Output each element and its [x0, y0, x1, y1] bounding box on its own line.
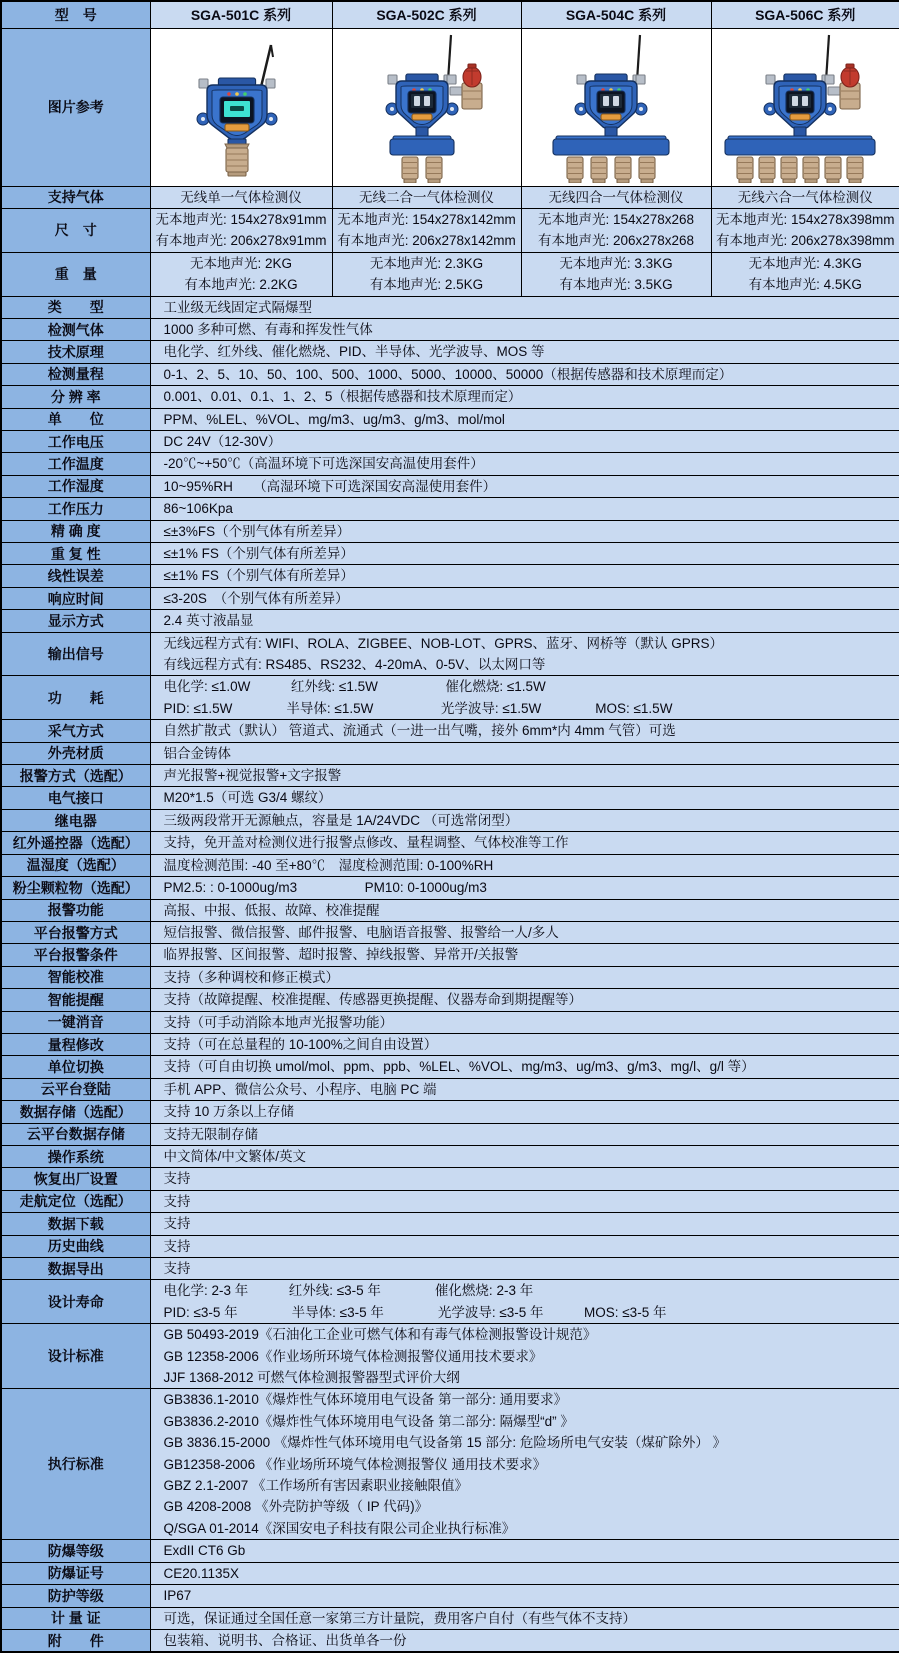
spec-line: 支持无限制存储 — [164, 1124, 899, 1145]
row-label-dimensions: 尺 寸 — [1, 208, 150, 252]
row-dust — [1, 877, 899, 899]
row-repeatability — [1, 543, 899, 565]
spec-line: CE20.1135X — [164, 1563, 899, 1584]
row-label-cloud-login: 云平台登陆 — [1, 1078, 150, 1100]
spec-cell — [711, 186, 899, 208]
row-resolution — [1, 386, 899, 408]
spec-cell — [150, 252, 332, 296]
row-voltage — [1, 430, 899, 452]
row-unit — [1, 408, 899, 430]
row-label-accessories: 附 件 — [1, 1629, 150, 1652]
row-response-time — [1, 587, 899, 609]
row-nav-location — [1, 1190, 899, 1212]
row-label-alarm-mode: 报警方式（选配） — [1, 765, 150, 787]
row-label-weight: 重 量 — [1, 252, 150, 296]
spec-line: 工业级无线固定式隔爆型 — [164, 297, 899, 318]
spec-value-mute — [150, 1011, 899, 1033]
spec-line: 三级两段常开无源触点，容量是 1A/24VDC （可选常闭型） — [164, 810, 899, 831]
row-platform-alarm-cond — [1, 944, 899, 966]
row-platform-alarm-mode — [1, 921, 899, 943]
spec-value-relay — [150, 809, 899, 831]
row-detect-gas — [1, 318, 899, 340]
spec-line: 2.4 英寸液晶显 — [164, 610, 899, 631]
row-label-data-download: 数据下载 — [1, 1213, 150, 1235]
row-label-factory-reset: 恢复出厂设置 — [1, 1168, 150, 1190]
row-label-relay: 继电器 — [1, 809, 150, 831]
spec-value-type — [150, 296, 899, 318]
gas-detector-illustration — [151, 31, 333, 183]
row-label-dust: 粉尘颗粒物（选配） — [1, 877, 150, 899]
spec-line: 支持 — [164, 1258, 899, 1279]
spec-value-principle — [150, 341, 899, 363]
spec-line: 0-1、2、5、10、50、100、500、1000、5000、10000、50000（根据传感器和技术原理而定） — [164, 364, 899, 385]
row-label-principle: 技术原理 — [1, 341, 150, 363]
row-housing — [1, 742, 899, 764]
row-accuracy — [1, 520, 899, 542]
row-output-signal — [1, 632, 899, 676]
row-label-cloud-storage: 云平台数据存储 — [1, 1123, 150, 1145]
spec-value-platform-alarm-mode — [150, 921, 899, 943]
row-alarm-mode — [1, 765, 899, 787]
gas-detector-illustration — [523, 31, 709, 183]
spec-line: ≤±3%FS（个别气体有所差异） — [164, 521, 899, 542]
row-accessories — [1, 1629, 899, 1652]
row-design-std — [1, 1324, 899, 1389]
spec-line: JJF 1368-2012 可燃气体检测报警器型式评价大纲 — [164, 1367, 899, 1388]
spec-line: 温度检测范围: -40 至+80℃ 湿度检测范围: 0-100%RH — [164, 855, 899, 876]
spec-line: 无本地声光: 2KG — [151, 253, 332, 274]
spec-value-range-modify — [150, 1033, 899, 1055]
row-label-design-std: 设计标准 — [1, 1324, 150, 1389]
spec-line: 高报、中报、低报、故障、校准提醒 — [164, 900, 899, 921]
row-label-linearity: 线性误差 — [1, 565, 150, 587]
spec-line: ≤±1% FS（个别气体有所差异） — [164, 543, 899, 564]
row-supported-gas — [1, 186, 899, 208]
spec-value-resolution — [150, 386, 899, 408]
device-image-sga-502c — [332, 28, 521, 186]
row-work-temp — [1, 453, 899, 475]
spec-value-cloud-storage — [150, 1123, 899, 1145]
header-model-sga-501c: SGA-501C 系列 — [150, 1, 332, 28]
row-label-detect-gas: 检测气体 — [1, 318, 150, 340]
row-temp-humidity — [1, 854, 899, 876]
spec-line: 支持，免开盖对检测仪进行报警点修改、量程调整、气体校准等工作 — [164, 832, 899, 853]
row-label-design-life: 设计寿命 — [1, 1280, 150, 1324]
spec-cell — [521, 208, 711, 252]
spec-line: 临界报警、区间报警、超时报警、掉线报警、异常开/关报警 — [164, 944, 899, 965]
row-principle — [1, 341, 899, 363]
spec-line: 无本地声光: 3.3KG — [522, 253, 711, 274]
row-label-unit-switch: 单位切换 — [1, 1056, 150, 1078]
spec-line: 支持 — [164, 1213, 899, 1234]
row-label-voltage: 工作电压 — [1, 430, 150, 452]
spec-value-platform-alarm-cond — [150, 944, 899, 966]
spec-value-smart-cal — [150, 966, 899, 988]
spec-line: 支持（故障提醒、校准提醒、传感器更换提醒、仪器寿命到期提醒等） — [164, 989, 899, 1010]
row-label-data-export: 数据导出 — [1, 1258, 150, 1280]
row-smart-remind — [1, 989, 899, 1011]
spec-line: GB3836.2-2010《爆炸性气体环境用电气设备 第二部分: 隔爆型“d” 》 — [164, 1411, 899, 1432]
spec-value-sampling — [150, 720, 899, 742]
row-ir-remote — [1, 832, 899, 854]
row-label-electrical-port: 电气接口 — [1, 787, 150, 809]
row-label-mute: 一键消音 — [1, 1011, 150, 1033]
spec-line: 86~106Kpa — [164, 498, 899, 519]
spec-line: ≤±1% FS（个别气体有所差异） — [164, 565, 899, 586]
spec-line: 有本地声光: 2.5KG — [333, 274, 521, 295]
spec-line: -20℃~+50℃（高温环境下可选深国安高温使用套件） — [164, 453, 899, 474]
spec-cell — [332, 186, 521, 208]
row-data-storage — [1, 1101, 899, 1123]
row-label-display: 显示方式 — [1, 610, 150, 632]
spec-line: 声光报警+视觉报警+文字报警 — [164, 765, 899, 786]
spec-line: 有本地声光: 206x278x91mm — [151, 230, 332, 251]
row-ex-grade — [1, 1540, 899, 1562]
spec-value-cloud-login — [150, 1078, 899, 1100]
spec-line: 有本地声光: 206x278x142mm — [333, 230, 521, 251]
row-label-response-time: 响应时间 — [1, 587, 150, 609]
device-image-sga-506c — [711, 28, 899, 186]
row-label-work-humidity: 工作湿度 — [1, 475, 150, 497]
spec-value-voltage — [150, 430, 899, 452]
row-label-type: 类 型 — [1, 296, 150, 318]
spec-line: IP67 — [164, 1585, 899, 1606]
row-display — [1, 610, 899, 632]
spec-line: 无线四合一气体检测仪 — [522, 187, 711, 208]
device-image-sga-504c — [521, 28, 711, 186]
spec-value-ex-cert — [150, 1562, 899, 1584]
spec-line: 0.001、0.01、0.1、1、2、5（根据传感器和技术原理而定） — [164, 386, 899, 407]
spec-value-linearity — [150, 565, 899, 587]
spec-line: Q/SGA 01-2014《深国安电子科技有限公司企业执行标准》 — [164, 1518, 899, 1539]
spec-value-unit — [150, 408, 899, 430]
spec-cell — [332, 208, 521, 252]
spec-value-alarm-mode — [150, 765, 899, 787]
row-cloud-storage — [1, 1123, 899, 1145]
row-label-metering-cert: 计 量 证 — [1, 1607, 150, 1629]
spec-value-work-temp — [150, 453, 899, 475]
row-cloud-login — [1, 1078, 899, 1100]
spec-value-metering-cert — [150, 1607, 899, 1629]
spec-cell — [521, 252, 711, 296]
spec-line: 电化学、红外线、催化燃烧、PID、半导体、光学波导、MOS 等 — [164, 341, 899, 362]
spec-line: 有本地声光: 2.2KG — [151, 274, 332, 295]
header-label: 型 号 — [1, 1, 150, 28]
row-label-os: 操作系统 — [1, 1145, 150, 1167]
row-label-housing: 外壳材质 — [1, 742, 150, 764]
spec-line: 无线二合一气体检测仪 — [333, 187, 521, 208]
row-linearity — [1, 565, 899, 587]
row-work-humidity — [1, 475, 899, 497]
spec-line: 有本地声光: 206x278x268 — [522, 230, 711, 251]
row-label-ir-remote: 红外遥控器（选配） — [1, 832, 150, 854]
spec-value-accessories — [150, 1629, 899, 1652]
row-ex-cert — [1, 1562, 899, 1584]
spec-line: DC 24V（12-30V） — [164, 431, 899, 452]
spec-line: ExdII CT6 Gb — [164, 1540, 899, 1561]
row-label-work-temp: 工作温度 — [1, 453, 150, 475]
spec-line: 支持（可自由切换 umol/mol、ppm、ppb、%LEL、%VOL、mg/m3、ug/m3、g/m3、mg/l、g/l 等） — [164, 1056, 899, 1077]
spec-value-response-time — [150, 587, 899, 609]
row-label-alarm-func: 报警功能 — [1, 899, 150, 921]
row-label-temp-humidity: 温湿度（选配） — [1, 854, 150, 876]
row-history-curve — [1, 1235, 899, 1257]
row-range — [1, 363, 899, 385]
spec-value-work-pressure — [150, 498, 899, 520]
spec-value-range — [150, 363, 899, 385]
spec-value-data-storage — [150, 1101, 899, 1123]
spec-value-smart-remind — [150, 989, 899, 1011]
row-label-repeatability: 重 复 性 — [1, 543, 150, 565]
row-label-data-storage: 数据存储（选配） — [1, 1101, 150, 1123]
spec-line: 10~95%RH （高湿环境下可选深国安高湿使用套件） — [164, 476, 899, 497]
spec-value-unit-switch — [150, 1056, 899, 1078]
spec-line: PPM、%LEL、%VOL、mg/m3、ug/m3、g/m3、mol/mol — [164, 409, 899, 430]
row-label-smart-remind: 智能提醒 — [1, 989, 150, 1011]
spec-line: GB 50493-2019《石油化工企业可燃气体和有毒气体检测报警设计规范》 — [164, 1324, 899, 1345]
spec-value-alarm-func — [150, 899, 899, 921]
row-os — [1, 1145, 899, 1167]
row-label-ex-cert: 防爆证号 — [1, 1562, 150, 1584]
spec-line: 可选，保证通过全国任意一家第三方计量院，费用客户自付（有些气体不支持） — [164, 1608, 899, 1629]
spec-line: 无本地声光: 154x278x398mm — [712, 209, 899, 230]
header-model-sga-504c: SGA-504C 系列 — [521, 1, 711, 28]
row-metering-cert — [1, 1607, 899, 1629]
row-images — [1, 28, 899, 186]
row-label-work-pressure: 工作压力 — [1, 498, 150, 520]
spec-value-housing — [150, 742, 899, 764]
spec-value-os — [150, 1145, 899, 1167]
spec-line: M20*1.5（可选 G3/4 螺纹） — [164, 787, 899, 808]
row-unit-switch — [1, 1056, 899, 1078]
spec-cell — [711, 252, 899, 296]
spec-line: 支持（多种调校和修正模式） — [164, 967, 899, 988]
spec-cell — [711, 208, 899, 252]
spec-line: 支持（可手动消除本地声光报警功能） — [164, 1012, 899, 1033]
spec-line: 无本地声光: 4.3KG — [712, 253, 899, 274]
row-work-pressure — [1, 498, 899, 520]
row-label-nav-location: 走航定位（选配） — [1, 1190, 150, 1212]
spec-cell — [521, 186, 711, 208]
spec-line: 包装箱、说明书、合格证、出货单各一份 — [164, 1630, 899, 1651]
spec-value-ir-remote — [150, 832, 899, 854]
spec-line: GB 4208-2008 《外壳防护等级（ IP 代码)》 — [164, 1496, 899, 1517]
row-label-exec-std: 执行标准 — [1, 1389, 150, 1540]
spec-line: 铝合金铸体 — [164, 743, 899, 764]
spec-line: 有线远程方式有: RS485、RS232、4-20mA、0-5V、以太网口等 — [164, 654, 899, 675]
row-relay — [1, 809, 899, 831]
row-label-resolution: 分 辨 率 — [1, 386, 150, 408]
spec-line: 无本地声光: 154x278x142mm — [333, 209, 521, 230]
device-image-sga-501c — [150, 28, 332, 186]
spec-line: GB3836.1-2010《爆炸性气体环境用电气设备 第一部分: 通用要求》 — [164, 1389, 899, 1410]
row-data-download — [1, 1213, 899, 1235]
spec-value-repeatability — [150, 543, 899, 565]
header-model-sga-502c: SGA-502C 系列 — [332, 1, 521, 28]
spec-cell — [150, 186, 332, 208]
row-label-images: 图片参考 — [1, 28, 150, 186]
spec-line: 自然扩散式（默认） 管道式、流通式（一进一出气嘴，接外 6mm*内 4mm 气管）可选 — [164, 720, 899, 741]
spec-value-nav-location — [150, 1190, 899, 1212]
row-label-supported-gas: 支持气体 — [1, 186, 150, 208]
spec-line: PM2.5: : 0-1000ug/m3 PM10: 0-1000ug/m3 — [164, 877, 899, 898]
spec-line: 支持 10 万条以上存储 — [164, 1101, 899, 1122]
spec-line: 支持 — [164, 1191, 899, 1212]
row-label-sampling: 采气方式 — [1, 720, 150, 742]
row-label-history-curve: 历史曲线 — [1, 1235, 150, 1257]
spec-value-work-humidity — [150, 475, 899, 497]
spec-value-design-life — [150, 1280, 899, 1324]
row-label-smart-cal: 智能校准 — [1, 966, 150, 988]
spec-line: 无本地声光: 154x278x91mm — [151, 209, 332, 230]
spec-line: 无本地声光: 2.3KG — [333, 253, 521, 274]
row-alarm-func — [1, 899, 899, 921]
row-label-platform-alarm-cond: 平台报警条件 — [1, 944, 150, 966]
spec-value-data-export — [150, 1258, 899, 1280]
spec-line: GB 3836.15-2000 《爆炸性气体环境用电气设备第 15 部分: 危险场所电气安装（煤矿除外） 》 — [164, 1432, 899, 1453]
spec-line: 无线远程方式有: WIFI、ROLA、ZIGBEE、NOB-LOT、GPRS、蓝牙、网桥等（默认 GPRS） — [164, 633, 899, 654]
row-label-accuracy: 精 确 度 — [1, 520, 150, 542]
row-label-ex-grade: 防爆等级 — [1, 1540, 150, 1562]
spec-value-accuracy — [150, 520, 899, 542]
spec-line: 手机 APP、微信公众号、小程序、电脑 PC 端 — [164, 1079, 899, 1100]
row-exec-std — [1, 1389, 899, 1540]
spec-value-temp-humidity — [150, 854, 899, 876]
row-label-platform-alarm-mode: 平台报警方式 — [1, 921, 150, 943]
row-label-power: 功 耗 — [1, 676, 150, 720]
spec-line: 电化学: ≤1.0W 红外线: ≤1.5W 催化燃烧: ≤1.5W — [164, 676, 899, 697]
spec-line: 支持 — [164, 1168, 899, 1189]
spec-value-power — [150, 676, 899, 720]
spec-line: 中文简体/中文繁体/英文 — [164, 1146, 899, 1167]
row-label-range-modify: 量程修改 — [1, 1033, 150, 1055]
row-electrical-port — [1, 787, 899, 809]
gas-detector-illustration — [334, 31, 520, 183]
spec-value-detect-gas — [150, 318, 899, 340]
row-label-output-signal: 输出信号 — [1, 632, 150, 676]
spec-line: GB 12358-2006《作业场所环境气体检测报警仪通用技术要求》 — [164, 1346, 899, 1367]
spec-line: 有本地声光: 4.5KG — [712, 274, 899, 295]
spec-line: 有本地声光: 3.5KG — [522, 274, 711, 295]
spec-cell — [150, 208, 332, 252]
spec-value-output-signal — [150, 632, 899, 676]
row-label-range: 检测量程 — [1, 363, 150, 385]
row-smart-cal — [1, 966, 899, 988]
spec-line: ≤3-20S （个别气体有所差异） — [164, 588, 899, 609]
row-label-unit: 单 位 — [1, 408, 150, 430]
spec-cell — [332, 252, 521, 296]
spec-line: 支持 — [164, 1236, 899, 1257]
spec-line: 短信报警、微信报警、邮件报警、电脑语音报警、报警给一人/多人 — [164, 922, 899, 943]
header-row — [1, 1, 899, 28]
spec-line: PID: ≤3-5 年 半导体: ≤3-5 年 光学波导: ≤3-5 年 MOS: ≤3-5 年 — [164, 1302, 899, 1323]
row-type — [1, 296, 899, 318]
spec-line: 无线单一气体检测仪 — [151, 187, 332, 208]
spec-value-display — [150, 610, 899, 632]
header-model-sga-506c: SGA-506C 系列 — [711, 1, 899, 28]
row-mute — [1, 1011, 899, 1033]
spec-line: 无线六合一气体检测仪 — [712, 187, 899, 208]
spec-line: 无本地声光: 154x278x268 — [522, 209, 711, 230]
row-weight — [1, 252, 899, 296]
spec-value-history-curve — [150, 1235, 899, 1257]
spec-value-design-std — [150, 1324, 899, 1389]
row-power — [1, 676, 899, 720]
spec-line: GB12358-2006 《作业场所环境气体检测报警仪 通用技术要求》 — [164, 1454, 899, 1475]
spec-line: PID: ≤1.5W 半导体: ≤1.5W 光学波导: ≤1.5W MOS: ≤1.5W — [164, 698, 899, 719]
spec-value-electrical-port — [150, 787, 899, 809]
row-label-ip-grade: 防护等级 — [1, 1585, 150, 1607]
row-range-modify — [1, 1033, 899, 1055]
spec-value-ex-grade — [150, 1540, 899, 1562]
row-sampling — [1, 720, 899, 742]
spec-value-exec-std — [150, 1389, 899, 1540]
row-dimensions — [1, 208, 899, 252]
spec-value-factory-reset — [150, 1168, 899, 1190]
spec-rows — [1, 28, 899, 1652]
spec-line: GBZ 2.1-2007 《工作场所有害因素职业接触限值》 — [164, 1475, 899, 1496]
spec-line: 电化学: 2-3 年 红外线: ≤3-5 年 催化燃烧: 2-3 年 — [164, 1280, 899, 1301]
spec-line: 支持（可在总量程的 10-100%之间自由设置） — [164, 1034, 899, 1055]
spec-line: 有本地声光: 206x278x398mm — [712, 230, 899, 251]
row-factory-reset — [1, 1168, 899, 1190]
spec-value-dust — [150, 877, 899, 899]
spec-line: 1000 多种可燃、有毒和挥发性气体 — [164, 319, 899, 340]
row-data-export — [1, 1258, 899, 1280]
spec-value-data-download — [150, 1213, 899, 1235]
row-design-life — [1, 1280, 899, 1324]
gas-detector-illustration — [712, 31, 898, 183]
